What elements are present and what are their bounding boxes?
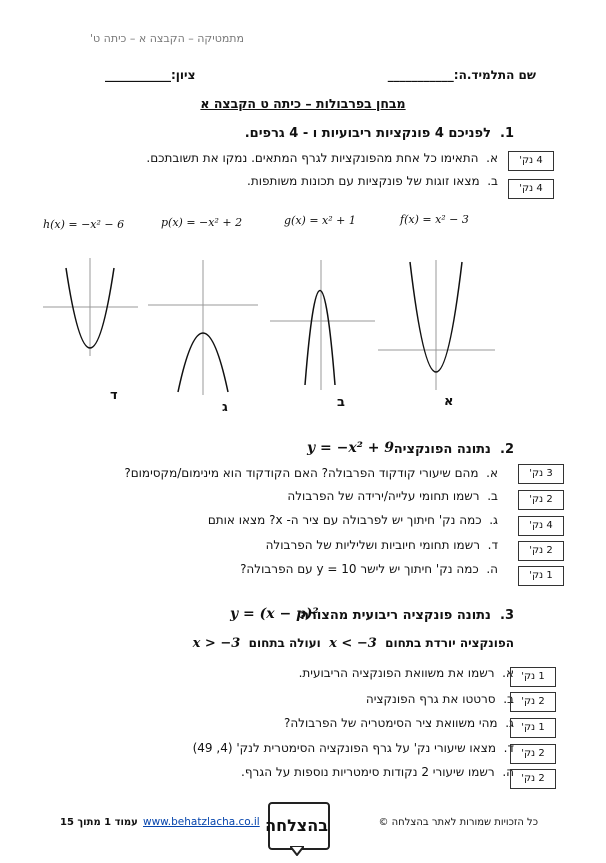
grade-label: ציון:: [171, 68, 196, 82]
exam-title: מבחן בפרבולות – כיתה ט הקבצה א: [200, 96, 406, 111]
grade-blank: ___________: [105, 68, 171, 82]
q1-item-a-points: 4 נק': [508, 151, 554, 171]
q3-item-b-points: 2 נק': [510, 692, 556, 712]
q1-heading-text: לפניכם 4 פונקציות ריבועיות ו - 4 גרפים.: [244, 126, 491, 141]
q2-heading: [394, 442, 514, 457]
copyright-notice: כל הזכויות שמורות לאתר בהצלחה ©: [378, 817, 538, 828]
q3-item-a-points: 1 נק': [510, 667, 556, 687]
q2-item-c: ג. כמה נק' חיתוך יש לפרבולה עם ציר ה- x? מצאו אותם: [207, 513, 498, 527]
logo-tail-icon: [290, 846, 304, 856]
function-f-label: f(x) = x² − 3: [400, 213, 469, 226]
q1-item-b: ב. מצאו זוגות של פונקציות עם תכונות משותפות.: [247, 174, 498, 188]
student-name-blank: ___________: [387, 68, 454, 82]
function-h-label: h(x) = −x² − 6: [43, 218, 125, 231]
graph-g: [148, 260, 258, 395]
site-link[interactable]: www.behatzlacha.co.il: [143, 816, 260, 828]
q1-item-a: א. התאימו כל אחת מהפונקציות לגרף המתאים. נמקו את תשובתכם.: [146, 151, 498, 165]
q3-formula: y = (x − p)²: [230, 606, 319, 622]
q3-item-c-points: 1 נק': [510, 718, 556, 738]
q2-item-c-points: 4 נק': [518, 516, 564, 536]
q1-number: 1.: [500, 126, 514, 141]
q2-heading-text: נתונה הפונקציה: [393, 442, 491, 457]
q2-item-a: א. מהם שיעורי קודקוד הפרבולה? האם הקודקוד הוא מינימום/מקסימום?: [124, 466, 498, 480]
q2-item-e: ה. כמה נק' חיתוך יש לישר y = 10 עם הפרבולה?: [240, 562, 498, 576]
graph-d: [43, 258, 138, 356]
site-logo: בהצלחה: [268, 802, 330, 850]
q3-item-e: ה. רשמו שיעורי 2 נקודות סימטריות נוספות על הגרף.: [241, 765, 514, 779]
q3-item-c: ג. מהי משוואת ציר הסימטריה של הפרבולה?: [283, 716, 514, 730]
q2-item-a-points: 3 נק': [518, 464, 564, 484]
student-name-label: שם התלמיד.ה:: [453, 68, 536, 82]
q3-item-a: א. רשמו את משוואת הפונקציה הריבועית.: [298, 666, 514, 680]
q2-item-b: ב. רשמו תחומי עלייה/ירידה של הפרבולה: [287, 489, 498, 503]
q2-item-d-points: 2 נק': [518, 541, 564, 561]
q2-item-b-points: 2 נק': [518, 490, 564, 510]
q3-item-d-points: 2 נק': [510, 744, 556, 764]
graph-a: [378, 260, 495, 390]
q2-item-d: ד. רשמו תחומי חיוביות ושליליות של הפרבולה: [265, 538, 498, 552]
q3-item-e-points: 2 נק': [510, 769, 556, 789]
q2-number: 2.: [500, 442, 514, 457]
page-number: עמוד 1 מתוך 15: [60, 817, 138, 828]
graph-g-label: ג: [222, 400, 228, 415]
function-g-label: g(x) = x² + 1: [284, 214, 356, 227]
q3-heading: [300, 608, 514, 623]
q3-heading-text: נתונה פונקציה ריבועית מהצורה: [300, 608, 491, 623]
q1-item-b-points: 4 נק': [508, 179, 554, 199]
course-header: מתמטיקה – הקבצה א – כיתה ט': [90, 32, 244, 45]
graph-a-label: א: [444, 394, 454, 409]
function-p-label: p(x) = −x² + 2: [161, 216, 243, 229]
q3-condition: הפונקציה יורדת בתחום x < −3 ועולה בתחום x > −3: [192, 636, 514, 651]
q3-number: 3.: [500, 608, 514, 623]
q3-item-b: ב. סרטטו את גרף הפונקציה: [365, 692, 514, 706]
graph-b-label: ב: [337, 395, 345, 410]
q3-item-d: ד. מצאו שיעורי נק' על גרף הפונקציה הסימטרית לנק' (4, 49): [192, 741, 514, 755]
q2-item-e-points: 1 נק': [518, 566, 564, 586]
q2-formula: y = −x² + 9: [307, 440, 395, 456]
graph-b: [270, 260, 375, 390]
graph-d-label: ד: [110, 388, 118, 403]
